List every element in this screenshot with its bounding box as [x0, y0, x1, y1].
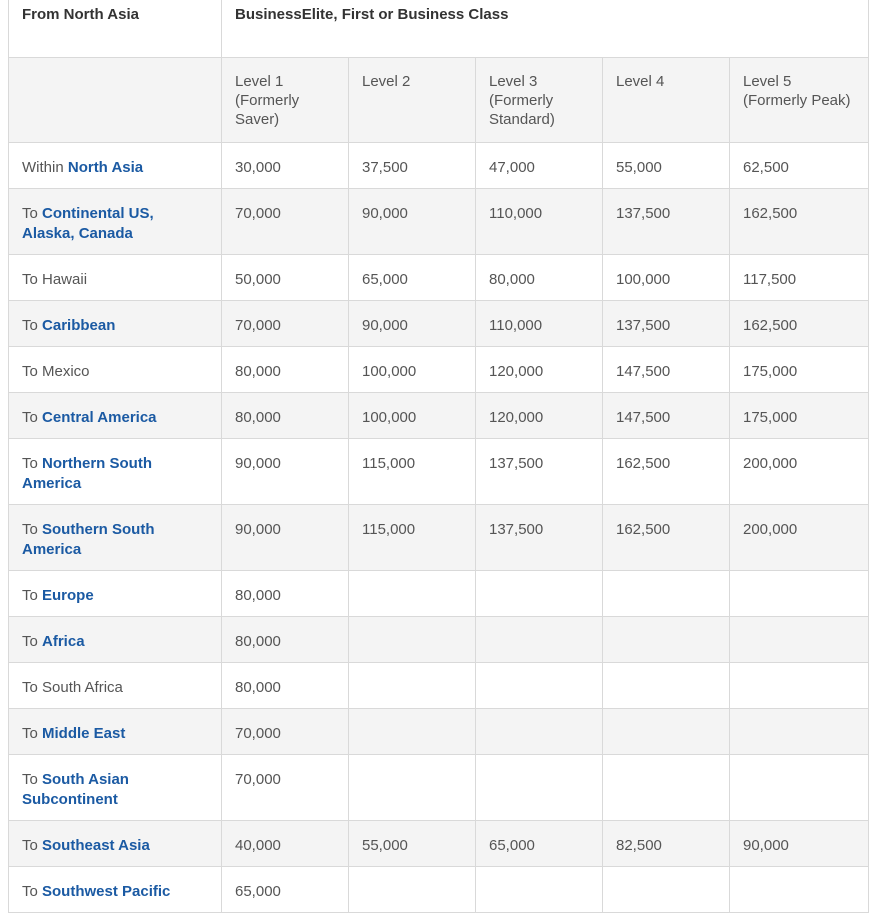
- table-body: [9, 58, 869, 913]
- miles-cell-level-5: [730, 755, 869, 821]
- destination-cell: [9, 439, 222, 505]
- miles-cell-level-5: 162,500: [730, 189, 869, 255]
- destination-prefix: To: [22, 587, 38, 604]
- miles-cell-level-3: [476, 867, 603, 913]
- table-row: [9, 617, 869, 663]
- miles-cell-level-2: [349, 663, 476, 709]
- miles-cell-level-4: [603, 571, 730, 617]
- destination-cell: [9, 393, 222, 439]
- destination-link[interactable]: North Asia: [67, 159, 144, 176]
- table-row: [9, 663, 869, 709]
- miles-cell-level-3: [476, 663, 603, 709]
- miles-cell-level-5: [730, 867, 869, 913]
- miles-cell-level-1: 90,000: [222, 439, 349, 505]
- miles-cell-level-3: 137,500: [476, 505, 603, 571]
- destination-label: To Hawaii: [22, 271, 88, 288]
- miles-cell-level-2: 100,000: [349, 347, 476, 393]
- destination-cell: [9, 821, 222, 867]
- destination-prefix: To: [22, 317, 38, 334]
- miles-cell-level-5: [730, 617, 869, 663]
- destination-link[interactable]: Europe: [42, 587, 94, 604]
- miles-cell-level-5: 90,000: [730, 821, 869, 867]
- miles-cell-level-1: 70,000: [222, 709, 349, 755]
- miles-cell-level-3: 65,000: [476, 821, 603, 867]
- miles-cell-level-3: 120,000: [476, 347, 603, 393]
- level-1-header: Level 1 (Formerly Saver): [222, 58, 349, 143]
- miles-cell-level-5: 200,000: [730, 439, 869, 505]
- miles-cell-level-1: 80,000: [222, 663, 349, 709]
- miles-cell-level-5: 175,000: [730, 393, 869, 439]
- miles-cell-level-2: 65,000: [349, 255, 476, 301]
- miles-cell-level-2: 90,000: [349, 189, 476, 255]
- table-row: [9, 189, 869, 255]
- destination-cell: [9, 143, 222, 189]
- destination-link[interactable]: Middle East: [42, 725, 126, 742]
- miles-cell-level-1: 70,000: [222, 755, 349, 821]
- destination-prefix: To: [22, 633, 38, 650]
- destination-prefix: To: [22, 205, 38, 222]
- table-row: [9, 393, 869, 439]
- table-row: [9, 505, 869, 571]
- miles-cell-level-3: 110,000: [476, 189, 603, 255]
- destination-cell: [9, 709, 222, 755]
- miles-cell-level-5: 162,500: [730, 301, 869, 347]
- destination-link[interactable]: Southwest Pacific: [42, 883, 171, 900]
- destination-prefix: To: [22, 521, 38, 538]
- miles-cell-level-4: 147,500: [603, 347, 730, 393]
- miles-cell-level-5: [730, 709, 869, 755]
- destination-label: To South Africa: [22, 679, 123, 696]
- miles-cell-level-4: [603, 663, 730, 709]
- destination-cell: [9, 255, 222, 301]
- destination-prefix: To: [22, 883, 38, 900]
- miles-cell-level-3: 120,000: [476, 393, 603, 439]
- table-row: [9, 571, 869, 617]
- miles-cell-level-1: 70,000: [222, 301, 349, 347]
- miles-cell-level-2: [349, 617, 476, 663]
- miles-cell-level-1: 80,000: [222, 617, 349, 663]
- destination-cell: [9, 617, 222, 663]
- destination-prefix: To: [22, 725, 38, 742]
- level-header-row: [9, 58, 869, 143]
- destination-link[interactable]: Africa: [42, 633, 85, 650]
- miles-cell-level-2: 55,000: [349, 821, 476, 867]
- table-row: [9, 301, 869, 347]
- miles-cell-level-4: 137,500: [603, 189, 730, 255]
- miles-cell-level-5: [730, 571, 869, 617]
- destination-link[interactable]: Southeast Asia: [42, 837, 150, 854]
- destination-cell: [9, 867, 222, 913]
- miles-cell-level-2: 100,000: [349, 393, 476, 439]
- table-header-row: [9, 0, 869, 58]
- destination-link[interactable]: Caribbean: [42, 317, 116, 334]
- miles-cell-level-4: 82,500: [603, 821, 730, 867]
- miles-cell-level-4: 137,500: [603, 301, 730, 347]
- miles-cell-level-4: [603, 867, 730, 913]
- destination-prefix: To: [22, 409, 38, 426]
- miles-cell-level-4: 100,000: [603, 255, 730, 301]
- miles-cell-level-2: 90,000: [349, 301, 476, 347]
- destination-link[interactable]: Continental US, Alaska, Canada: [22, 205, 154, 242]
- destination-link[interactable]: South Asian Subcontinent: [22, 771, 129, 808]
- table-row: [9, 755, 869, 821]
- destination-link[interactable]: Northern South America: [22, 455, 153, 492]
- miles-cell-level-1: 65,000: [222, 867, 349, 913]
- destination-prefix: Within: [22, 159, 64, 176]
- destination-cell: [9, 505, 222, 571]
- miles-cell-level-3: [476, 755, 603, 821]
- miles-cell-level-4: 162,500: [603, 439, 730, 505]
- miles-cell-level-4: [603, 617, 730, 663]
- miles-cell-level-3: [476, 571, 603, 617]
- miles-cell-level-1: 40,000: [222, 821, 349, 867]
- destination-prefix: To: [22, 455, 38, 472]
- table-row: [9, 143, 869, 189]
- miles-cell-level-4: [603, 755, 730, 821]
- miles-cell-level-1: 50,000: [222, 255, 349, 301]
- level-3-header: Level 3 (Formerly Standard): [476, 58, 603, 143]
- miles-cell-level-3: 110,000: [476, 301, 603, 347]
- destination-cell: [9, 189, 222, 255]
- empty-corner-cell: [9, 58, 222, 143]
- level-5-header: Level 5 (Formerly Peak): [730, 58, 869, 143]
- level-4-header: Level 4: [603, 58, 730, 143]
- miles-cell-level-2: [349, 867, 476, 913]
- miles-cell-level-3: [476, 617, 603, 663]
- miles-cell-level-2: [349, 571, 476, 617]
- miles-cell-level-2: 115,000: [349, 505, 476, 571]
- miles-cell-level-1: 90,000: [222, 505, 349, 571]
- miles-cell-level-4: 162,500: [603, 505, 730, 571]
- table-row: [9, 709, 869, 755]
- destination-label: To Mexico: [22, 363, 90, 380]
- table-row: [9, 255, 869, 301]
- miles-cell-level-3: 137,500: [476, 439, 603, 505]
- destination-cell: [9, 663, 222, 709]
- destination-prefix: To: [22, 837, 38, 854]
- miles-cell-level-4: 147,500: [603, 393, 730, 439]
- origin-header: From North Asia: [9, 0, 222, 58]
- miles-cell-level-2: 115,000: [349, 439, 476, 505]
- miles-cell-level-1: 80,000: [222, 393, 349, 439]
- miles-cell-level-3: 80,000: [476, 255, 603, 301]
- destination-cell: [9, 755, 222, 821]
- table-row: [9, 347, 869, 393]
- miles-cell-level-1: 80,000: [222, 347, 349, 393]
- table-row: [9, 439, 869, 505]
- destination-prefix: To: [22, 771, 38, 788]
- destination-cell: [9, 301, 222, 347]
- miles-cell-level-2: [349, 755, 476, 821]
- table-row: [9, 867, 869, 913]
- miles-cell-level-3: [476, 709, 603, 755]
- cabin-header: BusinessElite, First or Business Class: [222, 0, 869, 58]
- miles-cell-level-5: 117,500: [730, 255, 869, 301]
- miles-cell-level-2: 37,500: [349, 143, 476, 189]
- miles-cell-level-5: 175,000: [730, 347, 869, 393]
- miles-cell-level-1: 30,000: [222, 143, 349, 189]
- award-chart-table: [8, 0, 869, 913]
- miles-cell-level-4: 55,000: [603, 143, 730, 189]
- miles-cell-level-3: 47,000: [476, 143, 603, 189]
- table-row: [9, 821, 869, 867]
- miles-cell-level-2: [349, 709, 476, 755]
- level-2-header: Level 2: [349, 58, 476, 143]
- miles-cell-level-5: 200,000: [730, 505, 869, 571]
- miles-cell-level-5: 62,500: [730, 143, 869, 189]
- destination-cell: [9, 571, 222, 617]
- miles-cell-level-4: [603, 709, 730, 755]
- destination-link[interactable]: Southern South America: [22, 521, 155, 558]
- destination-cell: [9, 347, 222, 393]
- destination-link[interactable]: Central America: [42, 409, 157, 426]
- miles-cell-level-1: 70,000: [222, 189, 349, 255]
- miles-cell-level-1: 80,000: [222, 571, 349, 617]
- miles-cell-level-5: [730, 663, 869, 709]
